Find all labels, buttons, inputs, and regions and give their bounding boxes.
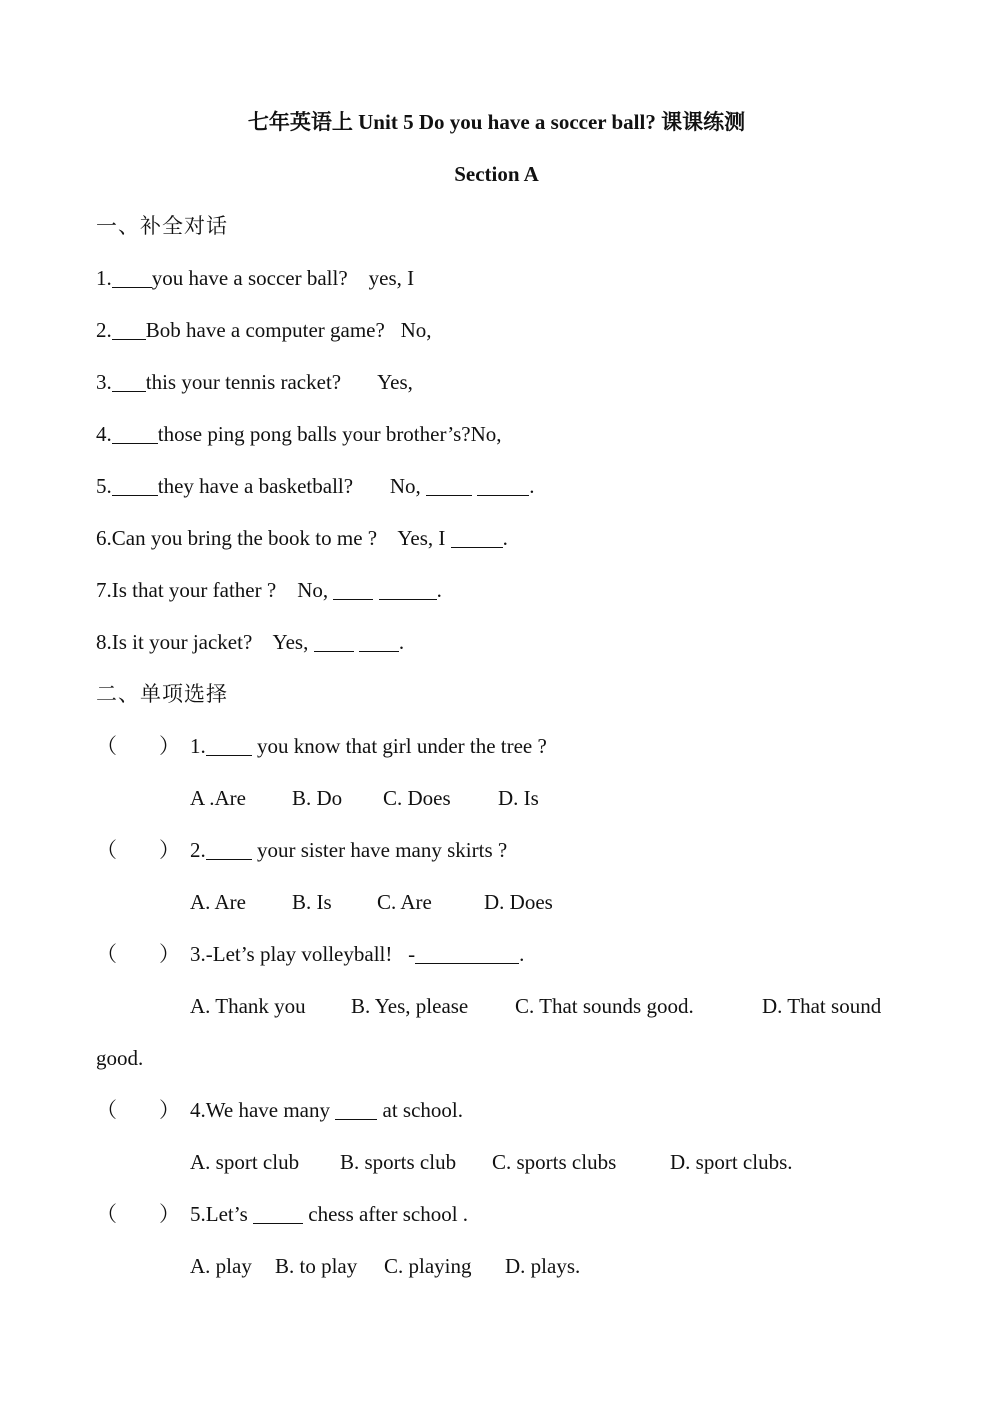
answer-blank[interactable]: [379, 579, 437, 600]
answer-parentheses[interactable]: （ ）: [96, 734, 180, 758]
answer-blank[interactable]: [112, 475, 158, 496]
dialogue-item-5: 5. they have a basketball? No, .: [96, 474, 535, 498]
answer-parentheses[interactable]: （ ）: [96, 838, 180, 862]
answer-blank[interactable]: [415, 943, 519, 964]
answer-blank[interactable]: [112, 319, 146, 340]
dialogue-item-8: 8.Is it your jacket? Yes, .: [96, 630, 405, 654]
answer-blank[interactable]: [451, 527, 503, 548]
answer-blank[interactable]: [112, 423, 158, 444]
answer-blank[interactable]: [333, 579, 373, 600]
answer-blank[interactable]: [112, 371, 146, 392]
answer-parentheses[interactable]: （ ）: [96, 942, 180, 966]
option-c[interactable]: C. That sounds good.: [515, 994, 694, 1018]
dialogue-item-7: 7.Is that your father ? No, .: [96, 578, 442, 602]
option-c[interactable]: C. Are: [377, 890, 432, 914]
answer-blank[interactable]: [206, 839, 252, 860]
section-title: Section A: [454, 162, 539, 186]
question-4: 4.We have many at school.: [190, 1098, 463, 1122]
answer-blank[interactable]: [112, 267, 152, 288]
option-b[interactable]: B. to play: [275, 1254, 358, 1278]
answer-parentheses[interactable]: （ ）: [96, 1098, 180, 1122]
option-a[interactable]: A. play: [190, 1254, 252, 1278]
option-b[interactable]: B. Do: [292, 786, 343, 810]
option-b[interactable]: B. Is: [292, 890, 332, 914]
page-title: 七年英语上 Unit 5 Do you have a soccer ball? 课课练测: [247, 110, 746, 134]
answer-blank[interactable]: [426, 475, 472, 496]
answer-blank[interactable]: [314, 631, 354, 652]
answer-blank[interactable]: [477, 475, 529, 496]
question-5: 5.Let’s chess after school .: [190, 1202, 469, 1226]
option-b[interactable]: B. sports club: [340, 1150, 457, 1174]
option-b[interactable]: B. Yes, please: [351, 994, 469, 1018]
option-c[interactable]: C. sports clubs: [492, 1150, 617, 1174]
question-2: 2. your sister have many skirts ?: [190, 838, 508, 862]
option-c[interactable]: C. Does: [383, 786, 451, 810]
option-d[interactable]: D. Does: [484, 890, 553, 914]
option-c[interactable]: C. playing: [384, 1254, 472, 1278]
option-a[interactable]: A. Are: [190, 890, 246, 914]
option-d[interactable]: D. plays.: [505, 1254, 581, 1278]
option-a[interactable]: A. Thank you: [190, 994, 306, 1018]
dialogue-item-1: 1. you have a soccer ball? yes, I: [96, 266, 415, 290]
dialogue-item-3: 3. this your tennis racket? Yes,: [96, 370, 413, 394]
answer-blank[interactable]: [206, 735, 252, 756]
dialogue-item-2: 2. Bob have a computer game? No,: [96, 318, 432, 342]
option-d[interactable]: D. Is: [498, 786, 539, 810]
question-1: 1. you know that girl under the tree ?: [190, 734, 547, 758]
option-d[interactable]: D. sport clubs.: [670, 1150, 793, 1174]
question-3: 3.-Let’s play volleyball! - .: [190, 942, 525, 966]
part2-heading: 二、单项选择: [96, 682, 228, 706]
answer-blank[interactable]: [335, 1099, 377, 1120]
option-a[interactable]: A .Are: [190, 786, 246, 810]
dialogue-item-4: 4. those ping pong balls your brother’s?No,: [96, 422, 502, 446]
answer-blank[interactable]: [253, 1203, 303, 1224]
answer-blank[interactable]: [359, 631, 399, 652]
option-a[interactable]: A. sport club: [190, 1150, 300, 1174]
answer-parentheses[interactable]: （ ）: [96, 1202, 180, 1226]
part1-heading: 一、补全对话: [96, 214, 228, 238]
dialogue-item-6: 6.Can you bring the book to me ? Yes, I .: [96, 526, 508, 550]
option-d-wrap: good.: [96, 1046, 144, 1070]
option-d[interactable]: D. That sound: [762, 994, 882, 1018]
